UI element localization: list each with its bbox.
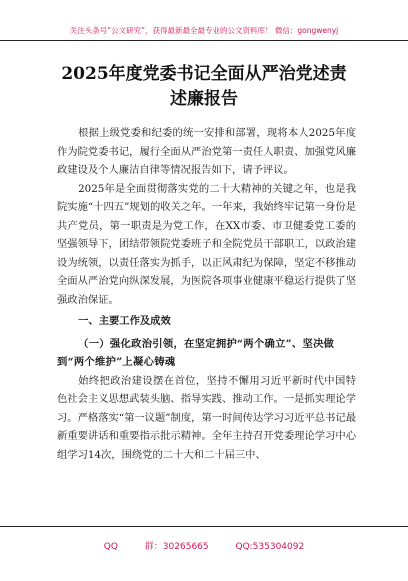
page-footer (0, 526, 408, 581)
paragraph-overview: 2025年是全面贯彻落实党的二十大精神的关键之年，也是我院实施“十四五”规划的收关之年。一年来，我始终牢记第一身份是共产党员，第一职责是为党工作，在XX市委、市卫健委党工委的坚强领导下，团结带领院党委班子和全院党员干部职工，以政治建设为统领，以责任落实为抓手，以正风肃纪为保障，坚定不移推动全面从严治党向纵深发展，为医院各项事业健康平稳运行提供了坚强政治保证。 (57, 182, 356, 306)
subsection-heading: （一）强化政治引领，在坚定拥护“两个确立”、坚决做到“两个维护”上凝心铸魂 (57, 337, 335, 368)
section-heading: 一、主要工作及成效 (78, 315, 171, 327)
footer-contact-text: QQ 群：30265665 QQ:535304092 (103, 542, 305, 552)
document-title: 2025年度党委书记全面从严治党述责述廉报告 (61, 64, 347, 109)
document-body (57, 124, 356, 464)
header-promo-text: 关注头条号“公文研究”，获得最新最全最专业的公文资料库！ 微信：gongwenyj (69, 26, 339, 35)
paragraph-subsection-text: 始终把政治建设摆在首位，坚持不懈用习近平新时代中国特色社会主义思想武装头脑、指导实践、推动工作。一是抓实理论学习。严格落实“第一议题”制度，第一时间传达学习习近平总书记最新重要讲话和重要指示批示精神。全年主持召开党委理论学习中心组学习14次，围绕党的二十大和二十届三中、 (57, 374, 356, 461)
page-header (0, 0, 408, 41)
paragraph-intro: 根据上级党委和纪委的统一安排和部署，现将本人2025年度作为院党委书记，履行全面从严治党第一责任人职责、加强党风廉政建设及个人廉洁自律等情况报告如下，请予评议。 (57, 127, 356, 176)
